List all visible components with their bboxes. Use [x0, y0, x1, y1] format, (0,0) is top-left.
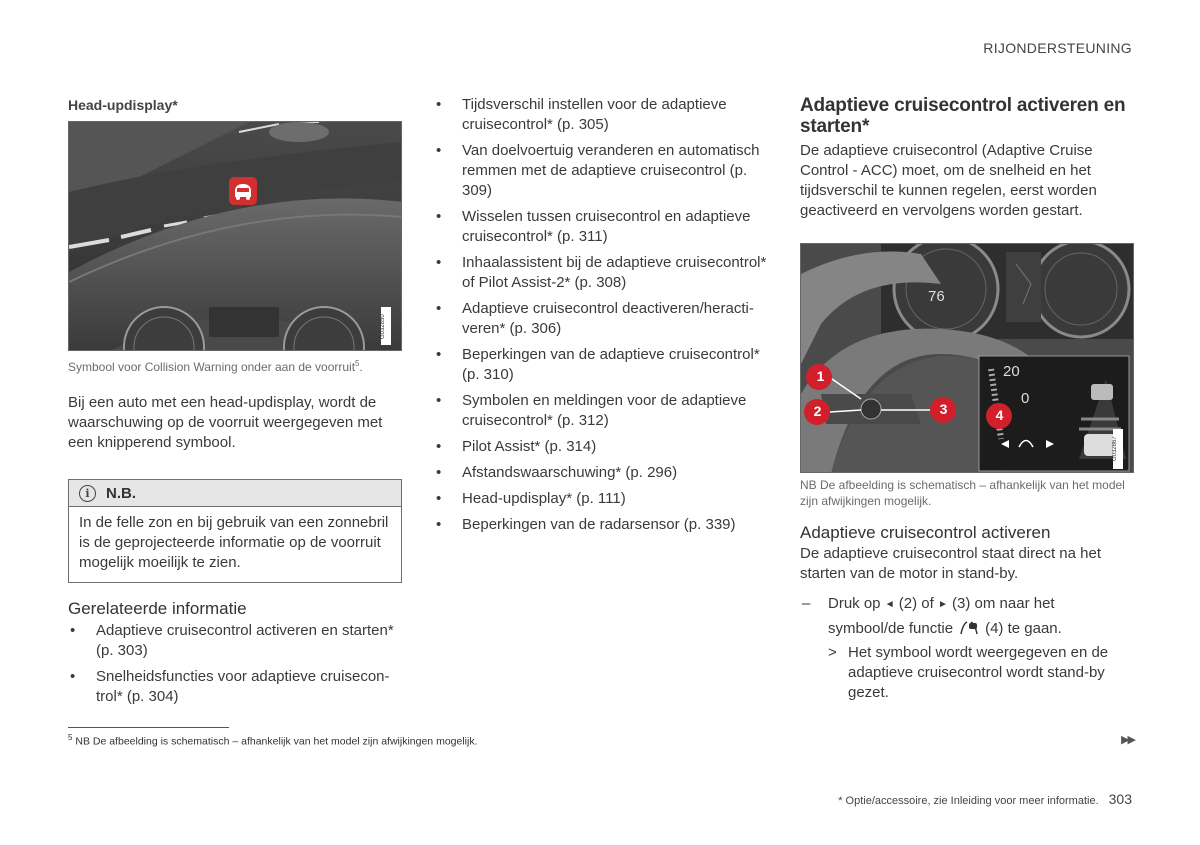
- column-left: [68, 97, 402, 713]
- note-title: N.B.: [106, 484, 136, 502]
- related-link[interactable]: • Inhaalassistent bij de adaptieve cruisecontrol* of Pilot Assist-2* (p. 308): [434, 253, 774, 293]
- related-heading: Gerelateerde informatie: [68, 599, 247, 618]
- callout-1-label: 1: [816, 368, 825, 384]
- heading-head-up-display: Head-updisplay*: [68, 97, 178, 113]
- related-link[interactable]: • Adaptieve cruisecontrol activeren en starten* (p. 303): [68, 621, 402, 661]
- page-footer: [838, 791, 1132, 807]
- set-speed-value: 20: [1003, 363, 1020, 380]
- hud-paragraph: Bij een auto met een head-updisplay, wordt de waarschuwing op de voorruit weergegeven met een knipperend symbool.: [68, 394, 383, 451]
- acc-activate-heading: Adaptieve cruisecontrol activeren: [800, 523, 1051, 542]
- zero-value: 0: [1021, 390, 1030, 407]
- callout-4-label: 4: [995, 407, 1004, 423]
- related-link[interactable]: • Beperkingen van de adaptieve cruisecontrol* (p. 310): [434, 345, 774, 385]
- double-arrow-right-icon: ▶▶: [1121, 734, 1134, 746]
- footer-note: * Optie/accessoire, zie Inleiding voor meer informatie.: [838, 795, 1099, 807]
- related-link[interactable]: • Adaptieve cruisecontrol deactiveren/heractiveren* (p. 306): [434, 299, 774, 339]
- footnote-rule: [68, 727, 229, 728]
- related-link[interactable]: • Wisselen tussen cruisecontrol en adaptieve cruisecontrol* (p. 311): [434, 207, 774, 247]
- related-link[interactable]: • Tijdsverschil instellen voor de adaptieve cruisecontrol* (p. 305): [434, 95, 774, 135]
- figure-head-up-display: [68, 121, 402, 351]
- related-link[interactable]: • Snelheidsfuncties voor adaptieve cruisecontrol* (p. 304): [68, 667, 402, 707]
- column-right: [800, 95, 1134, 703]
- acc-heading: Adaptieve cruisecontrol activeren en starten*: [800, 95, 1126, 137]
- related-list-continued: [434, 95, 774, 535]
- instruction-step: – Druk op ◄ (2) of ► (3) om naar het symbool/de functie (4) te gaan.: [802, 595, 1062, 637]
- hud-illustration: [69, 122, 402, 351]
- result-step: > Het symbool wordt weergegeven en de adaptieve cruisecontrol wordt stand-by gezet.: [828, 644, 1109, 701]
- related-link[interactable]: • Symbolen en meldingen voor de adaptieve cruisecontrol* (p. 312): [434, 391, 774, 431]
- figure-caption: NB De afbeelding is schematisch – afhankelijk van het model zijn afwijkingen mogelijk.: [800, 478, 1125, 508]
- figure-code: G032867: [1112, 436, 1118, 462]
- acc-intro: De adaptieve cruisecontrol (Adaptive Cruise Control - ACC) moet, om de snelheid en het tijdsverschil te kunnen regelen, eerst worden geactiveerd en vervolgens worden gestart.: [800, 142, 1097, 219]
- related-link[interactable]: • Pilot Assist* (p. 314): [434, 437, 774, 457]
- arrow-right-icon: ►: [937, 599, 948, 610]
- figure-steering-wheel: [800, 243, 1134, 473]
- related-link[interactable]: • Beperkingen van de radarsensor (p. 339): [434, 515, 774, 535]
- column-middle: [434, 95, 774, 541]
- figure-code: G032850: [380, 314, 386, 340]
- arrow-left-icon: ◄: [884, 599, 895, 610]
- info-icon: i: [79, 485, 96, 502]
- steering-wheel-illustration: [801, 244, 1134, 473]
- related-link[interactable]: • Head-updisplay* (p. 111): [434, 489, 774, 509]
- acc-activate-paragraph: De adaptieve cruisecontrol staat direct na het starten van de motor in stand-by.: [800, 545, 1102, 582]
- note-box: [68, 479, 402, 583]
- related-list: [68, 621, 402, 707]
- related-link[interactable]: • Van doelvoertuig veranderen en automatisch remmen met de adaptieve cruisecontrol (p. 309): [434, 141, 774, 201]
- footnote: $^5$ NB De afbeelding is schematisch – afhankelijk van het model zijn afwijkingen mogelijk.: [68, 733, 478, 748]
- callout-3-label: 3: [939, 401, 948, 417]
- callout-2-label: 2: [813, 403, 822, 419]
- section-header: RIJONDERSTEUNING: [983, 40, 1132, 56]
- page-number: 303: [1108, 791, 1132, 807]
- related-link[interactable]: • Afstandswaarschuwing* (p. 296): [434, 463, 774, 483]
- acc-symbol-icon: [959, 620, 979, 636]
- note-body: In de felle zon en bij gebruik van een zonnebril is de geprojecteerde informatie op de voorruit mogelijk moeilijk te zien.: [79, 514, 389, 571]
- figure-caption: Symbool voor Collision Warning onder aan de voorruit$^5$.: [68, 359, 363, 374]
- note-header: [69, 480, 401, 507]
- speedometer-value: 76: [928, 288, 945, 305]
